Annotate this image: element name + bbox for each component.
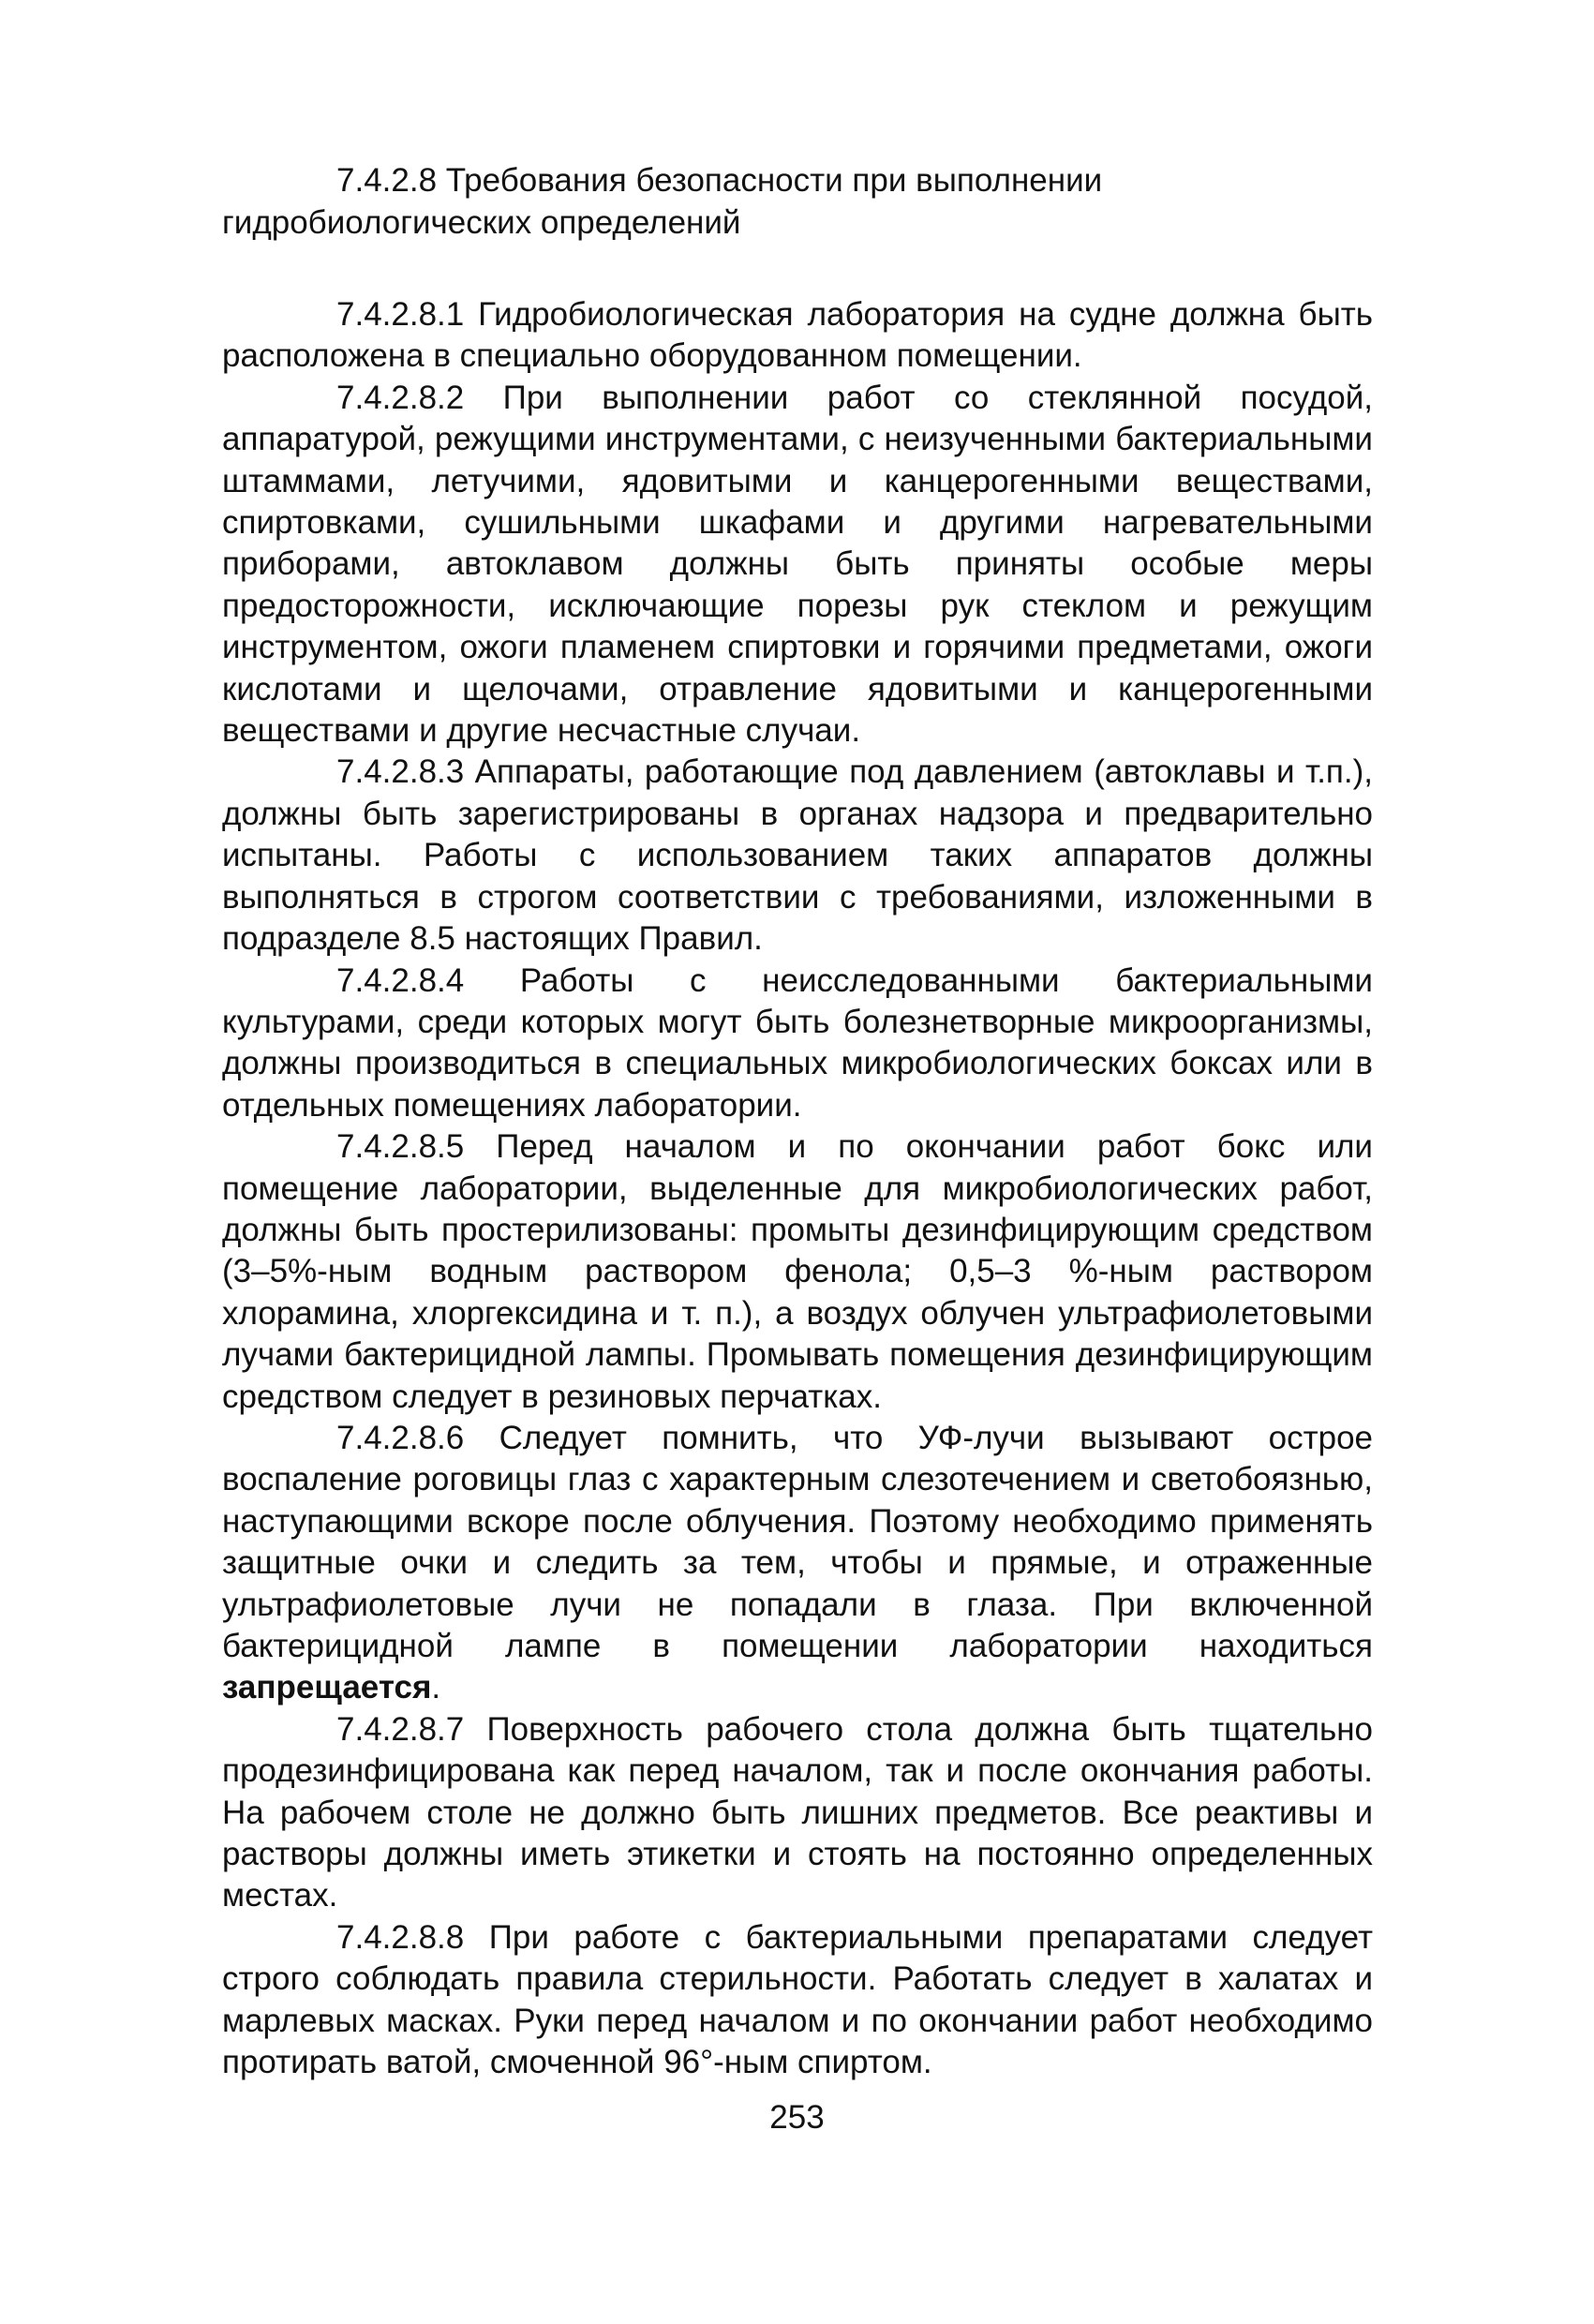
paragraph-7-4-2-8-7: 7.4.2.8.7 Поверхность рабочего стола должна быть тщательно продезинфицирована как перед началом, так и после окончания работы. На рабочем столе не должно быть лишних предметов. Все реактивы и растворы должны иметь этикетки и стоять на постоянно определенных местах. xyxy=(222,1710,1373,1914)
page-number: 253 xyxy=(769,2099,825,2136)
section-spacer xyxy=(222,244,1373,294)
page-content xyxy=(222,159,1373,2083)
paragraph-7-4-2-8-5: 7.4.2.8.5 Перед началом и по окончании работ бокс или помещение лаборатории, выделенные для микробиологических работ, должны быть простерилизованы: промыты дезинфицирующим средством (3–5%-ным водным раствором фенола; 0,5–3 %-ным раствором хлорамина, хлоргексидина и т. п.), а воздух облучен ультрафиолетовыми лучами бактерицидной лампы. Промывать помещения дезинфицирующим средством следует в резиновых перчатках. xyxy=(222,1128,1373,1415)
paragraph-7-4-2-8-3: 7.4.2.8.3 Аппараты, работающие под давлением (автоклавы и т.п.), должны быть зарегистрированы в органах надзора и предварительно испытаны. Работы с использованием таких аппаратов должны выполняться в строгом соответствии с требованиями, изложенными в подразделе 8.5 настоящих Правил. xyxy=(222,753,1373,958)
emphasis-prohibited: запрещается xyxy=(222,1669,432,1706)
paragraph-7-4-2-8-1: 7.4.2.8.1 Гидробиологическая лаборатория на судне должна быть расположена в специально оборудованном помещении. xyxy=(222,296,1373,375)
paragraph-7-4-2-8-2: 7.4.2.8.2 При выполнении работ со стеклянной посудой, аппаратурой, режущими инструментами, с неизученными бактериальными штаммами, летучими, ядовитыми и канцерогенными веществами, спиртовками, сушильными шкафами и другими нагревательными приборами, автоклавом должны быть приняты особые меры предосторожности, исключающие порезы рук стеклом и режущим инструментом, ожоги пламенем спиртовки и горячими предметами, ожоги кислотами и щелочами, отравление ядовитыми и канцерогенными веществами и другие несчастные случаи. xyxy=(222,379,1373,750)
paragraph-7-4-2-8-6 xyxy=(222,1418,1373,1709)
paragraph-7-4-2-8-4: 7.4.2.8.4 Работы с неисследованными бактериальными культурами, среди которых могут быть болезнетворные микроорганизмы, должны производиться в специальных микробиологических боксах или в отдельных помещениях лаборатории. xyxy=(222,961,1373,1124)
paragraph-7-4-2-8-8: 7.4.2.8.8 При работе с бактериальными препаратами следует строго соблюдать правила стерильности. Работать следует в халатах и марлевых масках. Руки перед началом и по окончании работ необходимо протирать ватой, смоченной 96°-ным спиртом. xyxy=(222,1918,1373,2081)
paragraph-end-punct: . xyxy=(431,1669,441,1706)
section-heading: 7.4.2.8 Требования безопасности при выполнении гидробиологических определений xyxy=(222,162,1103,241)
paragraph-text: 7.4.2.8.6 Следует помнить, что УФ-лучи вызывают острое воспаление роговицы глаз с характерным слезотечением и светобоязнью, наступающими вскоре после облучения. Поэтому необходимо применять защитные очки и следить за тем, чтобы и прямые, и отраженные ультрафиолетовые лучи не попадали в глаза. При включенной бактерицидной лампе в помещении лаборатории находиться xyxy=(222,1419,1373,1664)
